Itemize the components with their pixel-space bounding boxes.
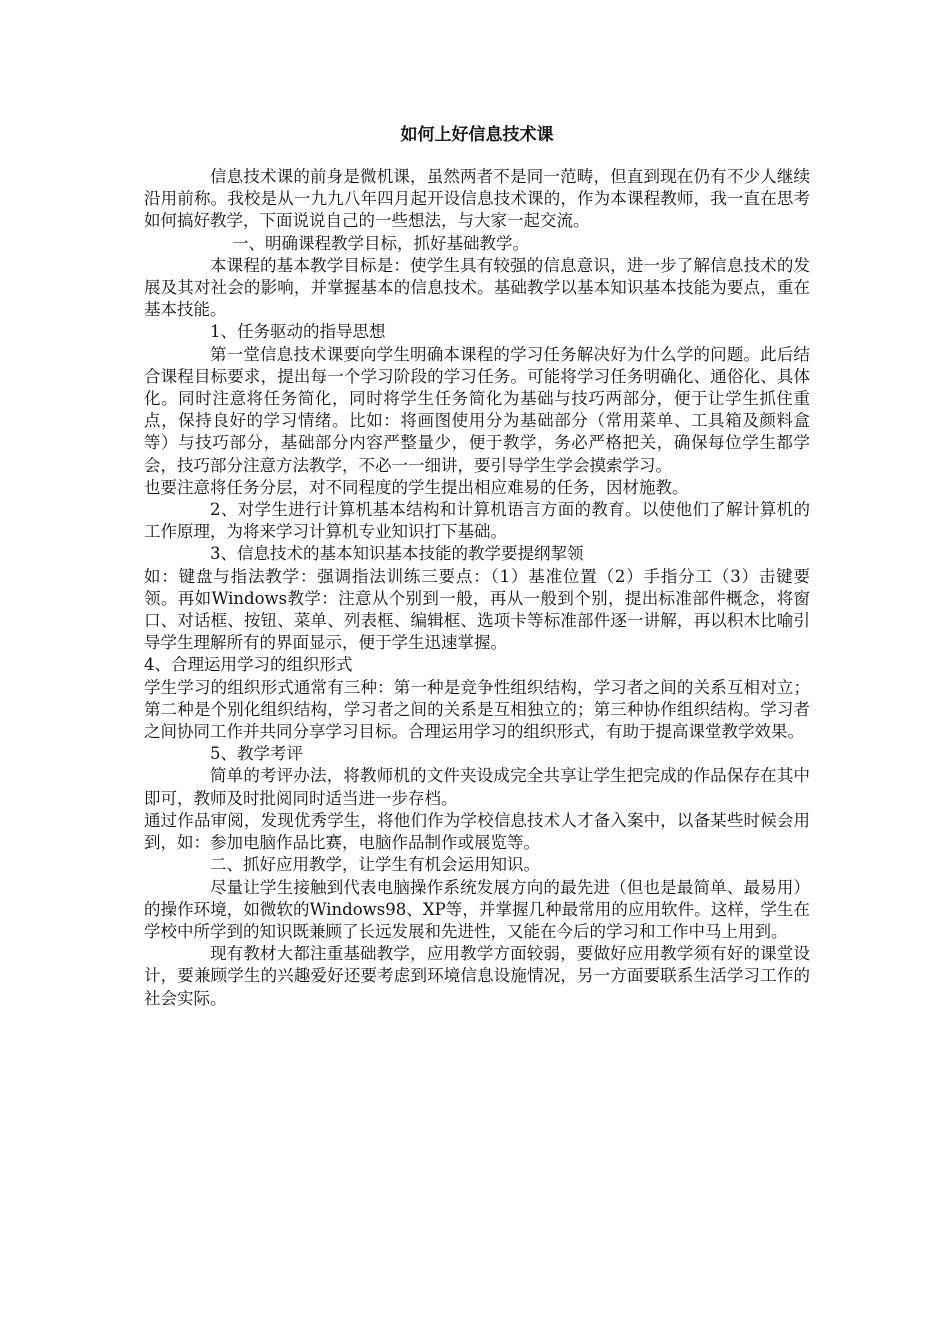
- paragraph: 2、对学生进行计算机基本结构和计算机语言方面的教育。以使他们了解计算机的工作原理，为将来学习计算机专业知识打下基础。: [144, 500, 810, 542]
- paragraph: 1、任务驱动的指导思想: [210, 322, 386, 342]
- document-body: [144, 124, 810, 1010]
- document-title: 如何上好信息技术课: [400, 125, 554, 145]
- paragraph: 尽量让学生接触到代表电脑操作系统发展方向的最先进（但也是最简单、最易用）的操作环境，如微软的Windows98、XP等，并掌握几种最常用的应用软件。这样，学生在学校中所学到的知识既兼顾了长远发展和先进性，又能在今后的学习和工作中马上用到。: [144, 877, 810, 941]
- paragraph: 简单的考评办法，将教师机的文件夹设成完全共享让学生把完成的作品保存在其中即可，教师及时批阅同时适当进一步存档。: [144, 766, 810, 808]
- paragraph: 第一堂信息技术课要向学生明确本课程的学习任务解决好为什么学的问题。此后结合课程目标要求，提出每一个学习阶段的学习任务。可能将学习任务明确化、通俗化、具体化。同时注意将任务简化，同时将学生任务简化为基础与技巧两部分，便于让学生抓住重点，保持良好的学习情绪。比如：将画图使用分为基础部分（常用菜单、工具箱及颜料盒等）与技巧部分，基础部分内容严整量少，便于教学，务必严格把关，确保每位学生都学会，技巧部分注意方法教学，不必一一细讲，要引导学生学会摸索学习。: [144, 344, 810, 475]
- paragraph: 一、明确课程教学目标，抓好基础教学。: [232, 233, 529, 253]
- paragraph: 5、教学考评: [210, 744, 303, 764]
- paragraph: 如：键盘与指法教学：强调指法训练三要点：（1）基准位置（2）手指分工（3）击键要领。再如Windows教学：注意从个别到一般，再从一般到个别，提出标准部件概念，将窗口、对话框、按钮、菜单、列表框、编辑框、选项卡等标准部件逐一讲解，再以积木比喻引导学生理解所有的界面显示，便于学生迅速掌握。: [144, 566, 810, 653]
- paragraph: 现有教材大都注重基础教学，应用教学方面较弱，要做好应用教学须有好的课堂设计，要兼顾学生的兴趣爱好还要考虑到环境信息设施情况，另一方面要联系生活学习工作的社会实际。: [144, 944, 810, 1008]
- paragraph: 二、抓好应用教学，让学生有机会运用知识。: [210, 855, 540, 875]
- paragraph: 学生学习的组织形式通常有三种：第一种是竞争性组织结构，学习者之间的关系互相对立；第二种是个别化组织结构，学习者之间的关系是互相独立的；第三种协作组织结构。学习者之间协同工作并共同分享学习目标。合理运用学习的组织形式，有助于提高课堂教学效果。: [144, 677, 810, 742]
- paragraph: 信息技术课的前身是微机课，虽然两者不是同一范畴，但直到现在仍有不少人继续沿用前称。我校是从一九九八年四月起开设信息技术课的，作为本课程教师，我一直在思考如何搞好教学，下面说说自己的一些想法，与大家一起交流。: [144, 167, 810, 231]
- paragraph-list: [144, 166, 810, 1010]
- paragraph: 本课程的基本教学目标是：使学生具有较强的信息意识，进一步了解信息技术的发展及其对社会的影响，并掌握基本的信息技术。基础教学以基本知识基本技能为要点，重在基本技能。: [144, 255, 810, 320]
- paragraph: 4、合理运用学习的组织形式: [144, 655, 353, 675]
- paragraph: 3、信息技术的基本知识基本技能的教学要提纲挈领: [210, 544, 584, 564]
- paragraph: 通过作品审阅，发现优秀学生，将他们作为学校信息技术人才备入案中，以备某些时候会用到，如：参加电脑作品比赛，电脑作品制作或展览等。: [144, 810, 810, 853]
- paragraph: 也要注意将任务分层，对不同程度的学生提出相应难易的任务，因材施教。: [144, 477, 689, 497]
